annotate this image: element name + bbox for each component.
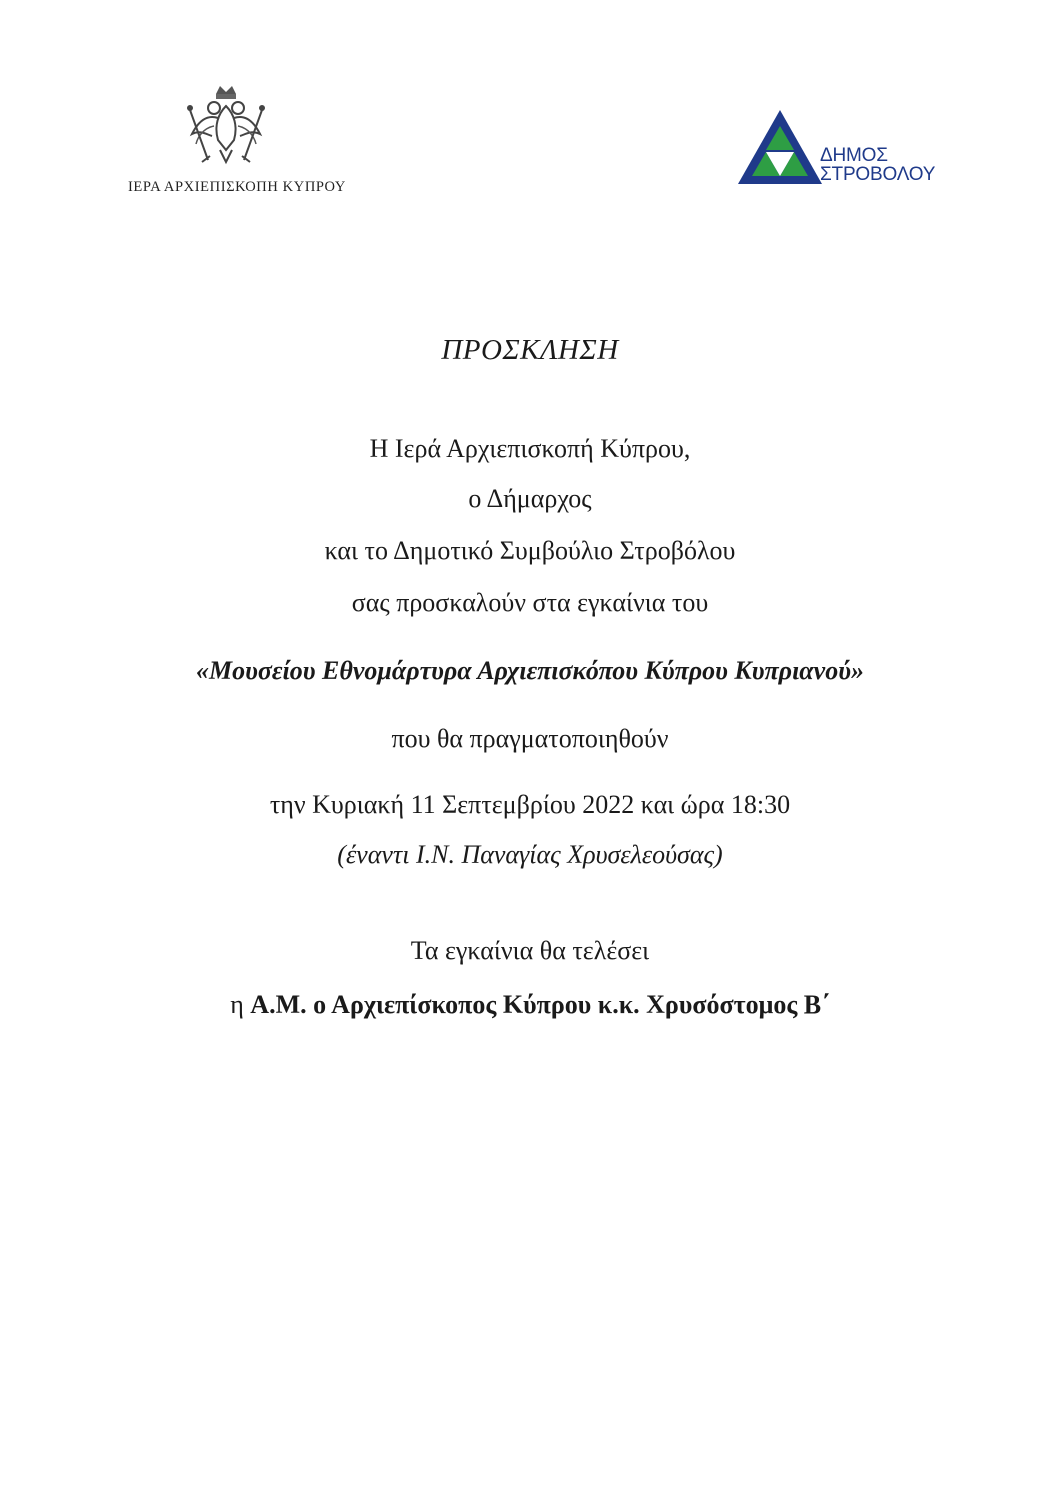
event-datetime: την Κυριακή 11 Σεπτεμβρίου 2022 και ώρα 18:30	[269, 790, 791, 819]
officiant-name: Α.Μ. ο Αρχιεπίσκοπος Κύπρου κ.κ. Χρυσόστομος Β΄	[250, 990, 830, 1019]
strovolos-municipality-logo	[736, 108, 946, 188]
strovolos-name	[820, 146, 935, 184]
strovolos-triangle-icon	[736, 108, 824, 186]
officiant-intro: Τα εγκαίνια θα τελέσει	[410, 936, 650, 965]
invitation-title: ΠΡΟΣΚΛΗΣΗ	[441, 334, 619, 366]
strovolos-name-line2: ΣΤΡΟΒΟΛΟΥ	[820, 164, 936, 185]
archbishopric-name: ΙΕΡΑ ΑΡΧΙΕΠΙΣΚΟΠΗ ΚΥΠΡΟΥ	[128, 179, 346, 195]
museum-name: «Μουσείου Εθνομάρτυρα Αρχιεπισκόπου Κύπρου Κυπριανού»	[196, 656, 864, 685]
invitation-line-3: και το Δημοτικό Συμβούλιο Στροβόλου	[324, 536, 736, 565]
invitation-line-4: σας προσκαλούν στα εγκαίνια του	[351, 588, 709, 617]
invitation-line-1: Η Ιερά Αρχιεπισκοπή Κύπρου,	[369, 434, 691, 463]
invitation-line-2: ο Δήμαρχος	[468, 484, 592, 513]
take-place-line: που θα πραγματοποιηθούν	[391, 724, 669, 753]
strovolos-name-line1: ΔΗΜΟΣ	[820, 145, 888, 166]
archbishopric-logo	[112, 84, 362, 204]
officiant-prefix: η	[230, 990, 251, 1019]
double-headed-eagle-icon	[178, 84, 274, 170]
event-location: (έναντι Ι.Ν. Παναγίας Χρυσελεούσας)	[337, 840, 723, 869]
officiant-line	[0, 990, 1060, 1020]
